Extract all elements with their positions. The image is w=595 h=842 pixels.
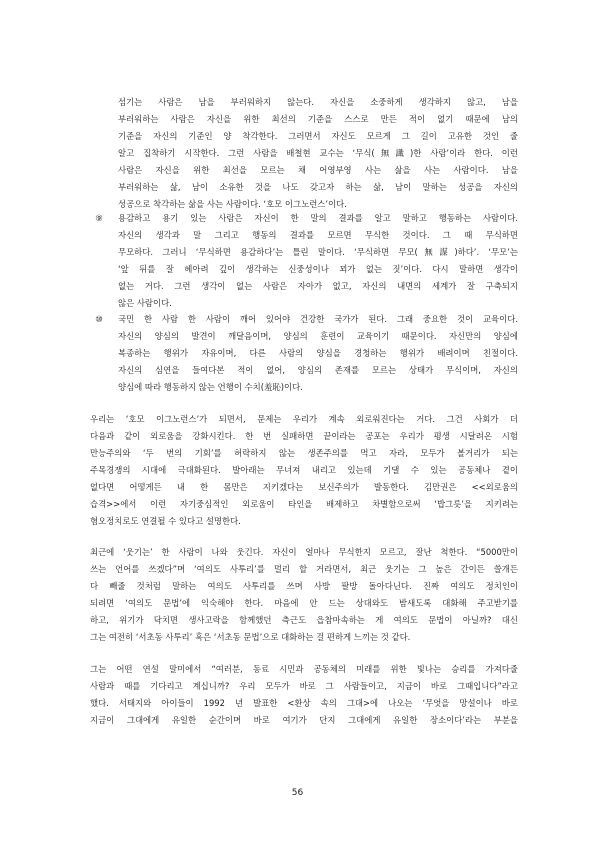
- text-line: 섬기는 사람은 남을 부러워하지 않는다. 자신을 소중하게 생각하지 않고, 남을: [118, 97, 518, 107]
- list-marker-10: ⑩: [95, 314, 103, 324]
- text-line: 그는 어떤 연설 말미에서 “여러분, 동료 시민과 공동체의 미래를 위한 빛나는 승리를 가져다줄: [90, 664, 518, 674]
- list-marker-9: ⑨: [95, 213, 103, 223]
- text-line: 습격>>에서 이런 자기중심적인 외로움이 타인을 배제하고 차별함으로써 ‘밥그릇’을 지키려는: [90, 499, 518, 509]
- text-line: 쓰는 언어를 쓰겠다”며 ‘여의도 사투리’를 멀리 할 거라면서, 최근 웃기는 그 높은 간이든 쓸개든: [90, 564, 518, 574]
- text-line: 성공으로 착각하는 삶을 사는 사람이다. ‘호모 이그노런스’이다.: [118, 199, 347, 209]
- page-number: 56: [291, 788, 304, 798]
- text-line: 했다. 서태지와 아이들이 1992 년 발표한 <환상 속의 그대>에 나오는 ‘무엇을 망설이나 바로: [90, 698, 518, 708]
- text-line: 기준을 자신의 기준인 양 착각한다. 그러면서 자신도 모르게 그 길이 고유한 것인 줄: [118, 131, 518, 141]
- text-line: 그는 여전히 ‘서초동 사투리’ 혹은 ‘서초동 문법’으로 대화하는 걸 편하게 느끼는 것 같다.: [90, 632, 411, 642]
- text-line: 하고, 위기가 닥치면 생사고락을 함께했던 측근도 읍참마속하는 게 여의도 문법이 아닐까? 대신: [90, 615, 518, 625]
- text-line: 없다면 어떻게든 내 한 몸만은 지키겠다는 보신주의가 발동한다. 김만권은 <<외로움의: [90, 482, 518, 492]
- text-line: 주목경쟁의 시대에 극대화된다. 발아래는 무너져 내리고 있는데 기댈 수 있는 공동체나 곁이: [90, 465, 518, 475]
- text-line: 복종하는 행위가 자유이며, 다른 사람의 양심을 경청하는 행위가 배려이며 친절이다.: [118, 348, 518, 358]
- text-line: 혐오정치로도 연결될 수 있다고 설명한다.: [90, 516, 241, 526]
- text-line: 만능주의와 ‘두 번의 기회’를 허락하지 않는 생존주의를 먹고 자라, 모두가 볼거리가 되는: [90, 448, 518, 458]
- text-line: 다음과 같이 외로움을 강화시킨다. 한 번 실패하면 끝이라는 공포는 우리가 평생 시달려온 시험: [90, 431, 518, 441]
- text-line: 자신의 생각과 말 그리고 행동의 결과를 모르면 무식한 것이다. 그 때 무식하면: [118, 230, 518, 240]
- list-item-8-continuation: [118, 94, 518, 213]
- body-paragraph-3: [90, 661, 518, 729]
- text-line: 용감하고 용기 있는 사람은 자신이 한 말의 결과를 알고 말하고 행동하는 사람이다.: [118, 213, 518, 223]
- body-paragraph-2: [90, 544, 518, 646]
- text-line: 국민 한 사람 한 사람이 깨어 있어야 건강한 국가가 된다. 그래 중요한 것이 교육이다.: [118, 314, 518, 324]
- text-line: 없는 거다. 그런 생각이 없는 사람은 자아가 없고, 자신의 내면의 세계가 잘 구축되지: [118, 281, 518, 291]
- text-line: 지금이 그대에게 유일한 순간이며 바로 여기가 단지 그대에게 유일한 장소이다’라는 부분을: [90, 715, 518, 725]
- text-line: 양심에 따라 행동하지 않는 언행이 수치(羞恥)이다.: [118, 382, 303, 392]
- text-line: 다 빼줄 것처럼 말하는 여의도 사투리를 쓰며 사방 팔방 돌아다닌다. 진짜 여의도 정치인이: [90, 581, 518, 591]
- text-line: 알고 집착하기 시작한다. 그런 사람을 배철현 교수는 ‘무식(無識)한 사람’이라 한다. 이런: [118, 148, 518, 158]
- text-line: 무모하다. 그러니 ‘무식하면 용감하다’는 틀린 말이다. ‘무식하면 무모(無謀)하다’. ‘무모’는: [118, 247, 518, 257]
- text-line: 자신의 양심의 발견이 깨달음이며, 양심의 훈련이 교육이기 때문이다. 자신만의 양심에: [118, 331, 518, 341]
- text-line: 부러워하는 사람은 자신을 위한 최선의 기준을 스스로 만든 적이 없기 때문에 남의: [118, 114, 518, 124]
- list-item-10: [118, 311, 518, 396]
- text-line: 되려면 ‘여의도 문법’에 익숙해야 한다. 마음에 안 드는 상대와도 밤새도록 대화해 주고받기를: [90, 598, 518, 608]
- text-line: ‘앞 뒤를 잘 헤아려 깊이 생각하는 신중성이나 꾀가 없는 짓’이다. 다시 말하면 생각이: [118, 264, 518, 274]
- text-line: 부러워하는 삶, 남이 소유한 것을 나도 갖고자 하는 삶, 남이 말하는 성공을 자신의: [118, 182, 518, 192]
- text-line: 않은 사람이다.: [118, 298, 172, 308]
- text-line: 사람은 자신을 위한 최선을 모르는 채 어영부영 사는 삶을 사는 사람이다. 남을: [118, 165, 518, 175]
- list-item-9: [118, 210, 518, 312]
- text-line: 최근에 ‘웃기는’ 한 사람이 나와 웃긴다. 자신이 얼마나 무식한지 모르고, 잘난 척한다. “5000만이: [90, 547, 518, 557]
- text-line: 사람과 때를 기다리고 계십니까? 우리 모두가 바로 그 사람들이고, 지금이 바로 그때입니다”라고: [90, 681, 518, 691]
- text-line: 자신의 심연을 들여다본 적이 없어, 양심의 존재를 모르는 상태가 무식이며, 자신의: [118, 365, 518, 375]
- body-paragraph-1: [90, 411, 518, 530]
- text-line: 우리는 ‘호모 이그노런스’가 되면서, 문제는 우리가 계속 외로워진다는 거다. 그건 사회가 더: [90, 414, 518, 424]
